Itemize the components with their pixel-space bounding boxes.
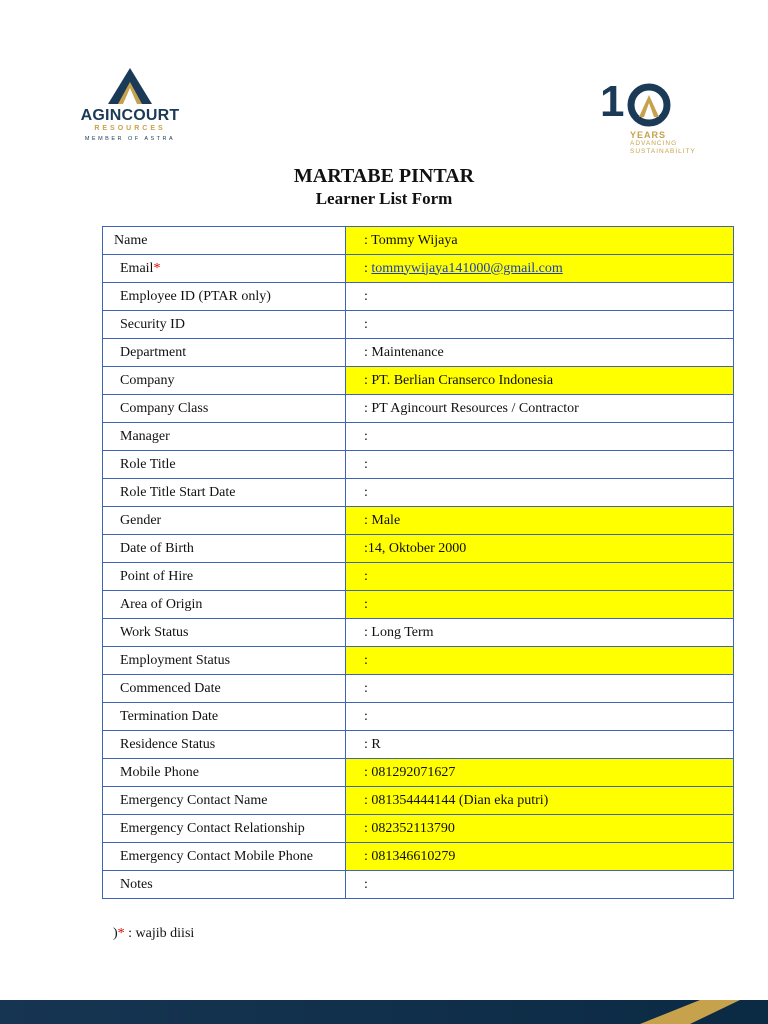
field-value: :	[346, 591, 734, 619]
ten-years-label: YEARS	[630, 130, 667, 140]
field-label: Emergency Contact Mobile Phone	[103, 843, 346, 871]
form-row	[103, 703, 734, 731]
field-label: Date of Birth	[103, 535, 346, 563]
field-label: Employment Status	[103, 647, 346, 675]
form-row	[103, 283, 734, 311]
field-value: :	[346, 675, 734, 703]
form-row	[103, 339, 734, 367]
field-label: Residence Status	[103, 731, 346, 759]
field-value: :	[346, 283, 734, 311]
learner-form-table	[102, 226, 734, 899]
field-label: Emergency Contact Relationship	[103, 815, 346, 843]
form-row	[103, 479, 734, 507]
field-value: : Male	[346, 507, 734, 535]
form-row	[103, 591, 734, 619]
agincourt-logo	[80, 66, 180, 156]
field-value: :14, Oktober 2000	[346, 535, 734, 563]
required-footnote: )* : wajib diisi	[113, 926, 195, 941]
field-label: Manager	[103, 423, 346, 451]
footer-band	[0, 1000, 768, 1024]
form-row	[103, 871, 734, 899]
field-value: : 081346610279	[346, 843, 734, 871]
email-link[interactable]: tommywijaya141000@gmail.com	[371, 260, 563, 276]
field-value: : PT. Berlian Cranserco Indonesia	[346, 367, 734, 395]
field-label: Point of Hire	[103, 563, 346, 591]
required-asterisk: *	[153, 260, 161, 276]
form-row	[103, 619, 734, 647]
field-label: Emergency Contact Name	[103, 787, 346, 815]
field-value: : Maintenance	[346, 339, 734, 367]
field-label: Email*	[103, 255, 346, 283]
logo-brand-text: AGINCOURT	[80, 107, 180, 124]
form-row	[103, 507, 734, 535]
required-asterisk: *	[117, 926, 125, 941]
ten-years-logo	[600, 77, 700, 160]
field-value: :	[346, 563, 734, 591]
field-label: Security ID	[103, 311, 346, 339]
field-label: Company Class	[103, 395, 346, 423]
field-value: : Tommy Wijaya	[346, 227, 734, 255]
form-row	[103, 675, 734, 703]
form-row	[103, 843, 734, 871]
field-value: :	[346, 647, 734, 675]
form-row	[103, 787, 734, 815]
form-row	[103, 367, 734, 395]
field-label: Termination Date	[103, 703, 346, 731]
form-row	[103, 535, 734, 563]
field-label: Area of Origin	[103, 591, 346, 619]
field-label: Department	[103, 339, 346, 367]
agincourt-mountain-icon	[106, 66, 154, 106]
field-value: : R	[346, 731, 734, 759]
field-value: : tommywijaya141000@gmail.com	[346, 255, 734, 283]
field-label: Mobile Phone	[103, 759, 346, 787]
field-value: :	[346, 871, 734, 899]
field-value: :	[346, 451, 734, 479]
form-row	[103, 227, 734, 255]
field-value: :	[346, 479, 734, 507]
field-label: Company	[103, 367, 346, 395]
ten-years-ring-icon	[627, 83, 671, 127]
form-row	[103, 311, 734, 339]
field-value: :	[346, 311, 734, 339]
logo-sub-text: RESOURCES	[94, 125, 166, 132]
field-value: : 081354444144 (Dian eka putri)	[346, 787, 734, 815]
logo-member-text: MEMBER OF ASTRA	[84, 136, 176, 142]
form-row	[103, 255, 734, 283]
field-value: :	[346, 703, 734, 731]
footer-band-graphic	[0, 1000, 768, 1024]
form-row	[103, 647, 734, 675]
field-value: : PT Agincourt Resources / Contractor	[346, 395, 734, 423]
form-row	[103, 451, 734, 479]
field-value: :	[346, 423, 734, 451]
field-label: Gender	[103, 507, 346, 535]
ten-years-number: 1	[600, 77, 623, 126]
field-label: Role Title Start Date	[103, 479, 346, 507]
field-value: : Long Term	[346, 619, 734, 647]
form-subtitle: Learner List Form	[315, 189, 453, 208]
form-row	[103, 395, 734, 423]
field-value: : 082352113790	[346, 815, 734, 843]
form-row	[103, 563, 734, 591]
form-row	[103, 731, 734, 759]
form-row	[103, 759, 734, 787]
ten-years-tagline: ADVANCING SUSTAINABILITY	[630, 140, 696, 155]
field-label: Commenced Date	[103, 675, 346, 703]
field-label: Work Status	[103, 619, 346, 647]
field-label: Notes	[103, 871, 346, 899]
field-label: Role Title	[103, 451, 346, 479]
field-label: Employee ID (PTAR only)	[103, 283, 346, 311]
form-row	[103, 423, 734, 451]
field-value: : 081292071627	[346, 759, 734, 787]
form-row	[103, 815, 734, 843]
form-title: MARTABE PINTAR	[293, 165, 475, 187]
field-label: Name	[103, 227, 346, 255]
